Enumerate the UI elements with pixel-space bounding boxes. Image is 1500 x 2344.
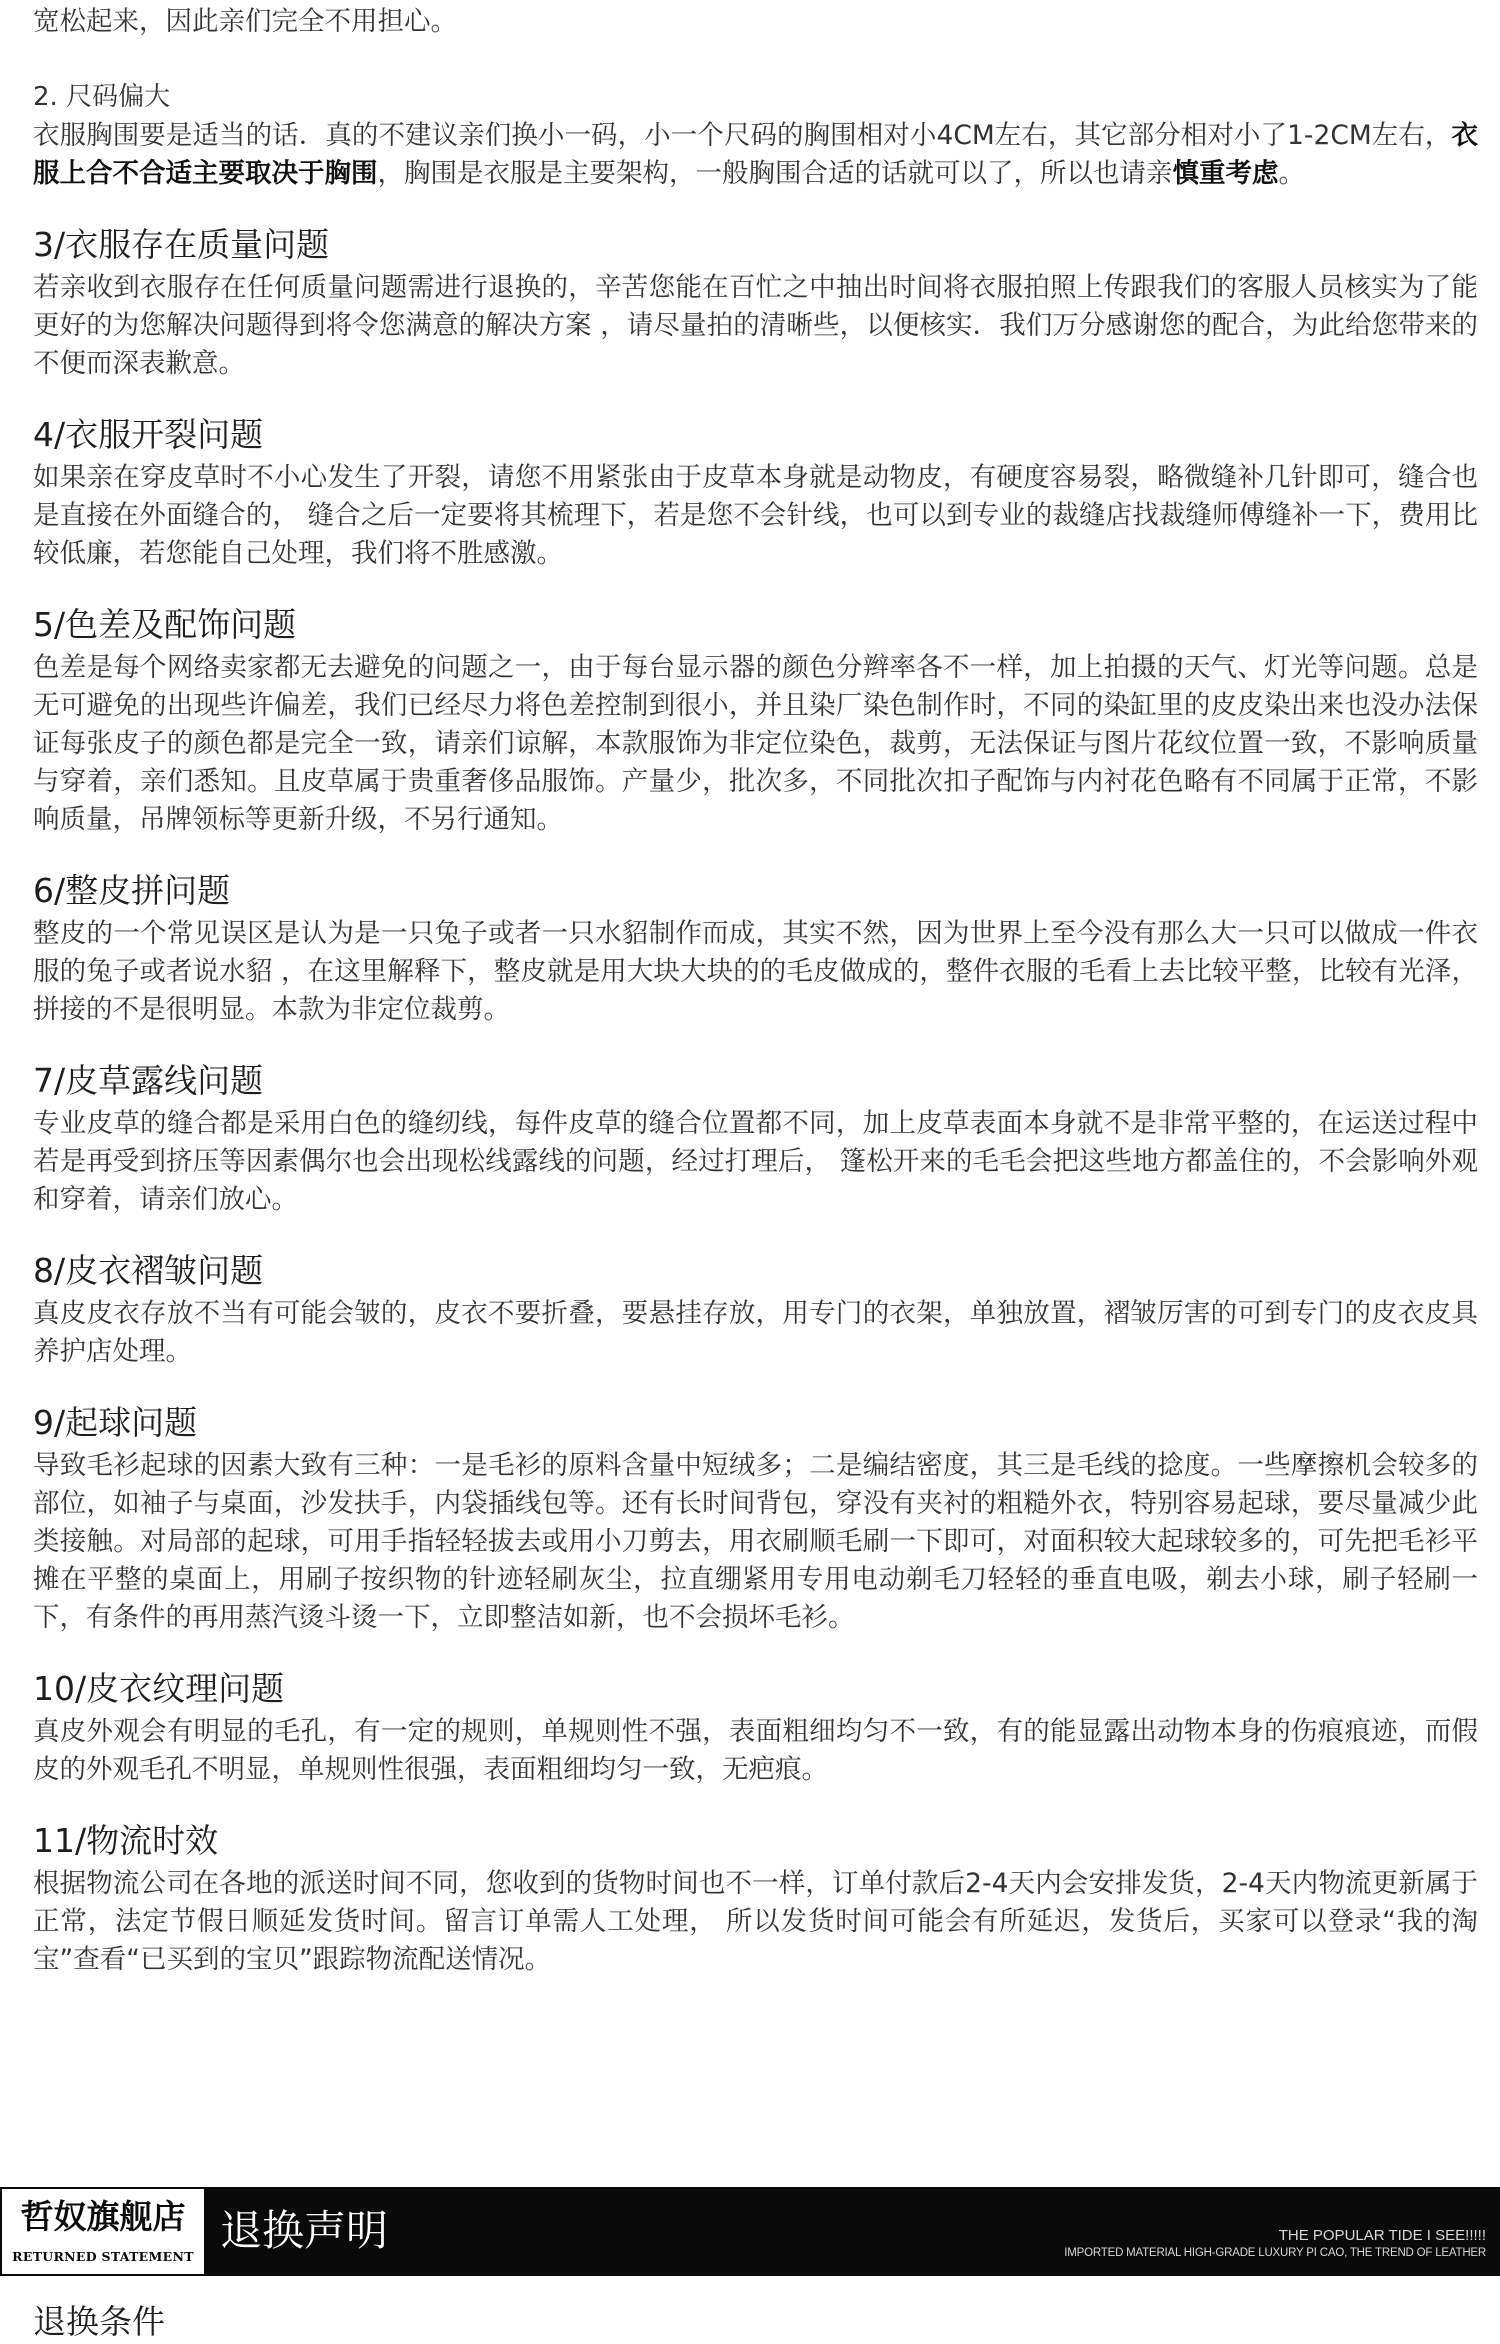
section-title-wrinkle: 8/皮衣褶皱问题: [33, 1251, 264, 1290]
content-area: [33, 0, 1478, 2009]
section-text-color: 色差是每个网络卖家都无去避免的问题之一，由于每台显示器的颜色分辫率各不一样，加上拍摄的天气、灯光等问题。总是无可避免的出现些许偏差，我们已经尽力将色差控制到很小，并且染厂染色制作时，不同的染缸里的皮皮染出来也没办法保证每张皮子的颜色都是完全一致，请亲们谅解，本款服饰为非定位染色，裁剪，无法保证与图片花纹位置一致，不影响质量与穿着，亲们悉知。且皮草属于贵重奢侈品服饰。产量少，批次多，不同批次扣子配饰与内衬花色略有不同属于正常，不影响质量，吊牌领标等更新升级，不另行通知。: [33, 652, 1478, 835]
wholeskin-section: [33, 869, 1478, 1029]
shop-logo: [0, 2187, 206, 2276]
section-title-tear: 4/衣服开裂问题: [33, 415, 264, 454]
banner-slogan-line2: IMPORTED MATERIAL HIGH-GRADE LUXURY PI CAO, THE TREND OF LEATHER: [1064, 2247, 1486, 2259]
section-text-pilling: 导致毛衫起球的因素大致有三种：一是毛衫的原料含量中短绒多；二是编结密度，其三是毛线的捻度。一些摩擦机会较多的部位，如袖子与桌面，沙发扶手，内袋插线包等。还有长时间背包，穿没有夹衬的粗糙外衣，特别容易起球，要尽量减少此类接触。对局部的起球，可用手指轻轻拔去或用小刀剪去，用衣刷顺毛刷一下即可，对面积较大起球较多的，可先把毛衫平摊在平整的桌面上，用刷子按织物的针迹轻刷灰尘，拉直绷紧用专用电动剃毛刀轻轻的垂直电吸，剃去小球，刷子轻刷一下，有条件的再用蒸汽烫斗烫一下，立即整洁如新，也不会损坏毛衫。: [33, 1450, 1478, 1633]
section-text-quality: 若亲收到衣服存在任何质量问题需进行退换的，辛苦您能在百忙之中抽出时间将衣服拍照上传跟我们的客服人员核实为了能更好的为您解决问题得到将令您满意的解决方案 ，请尽量拍的清晰些，以便核实．我们万分感谢您的配合，为此给您带来的不便而深表歉意。: [33, 272, 1478, 379]
section-title-quality: 3/衣服存在质量问题: [33, 225, 330, 264]
next-section-heading: 退换条件: [33, 2302, 165, 2341]
returns-banner: [0, 2187, 1500, 2276]
section-text-logistics: 根据物流公司在各地的派送时间不同，您收到的货物时间也不一样，订单付款后2-4天内会安排发货，2-4天内物流更新属于正常，法定节假日顺延发货时间。留言订单需人工处理， 所以发货时间可能会有所延迟，发货后，买家可以登录“我的淘宝”查看“已买到的宝贝”跟踪物流配送情况。: [33, 1868, 1478, 1975]
section-title-pilling: 9/起球问题: [33, 1403, 198, 1442]
quality-section: [33, 223, 1478, 383]
section-text-wrinkle: 真皮皮衣存放不当有可能会皱的，皮衣不要折叠，要悬挂存放，用专门的衣架，单独放置，褶皱厉害的可到专门的皮衣皮具养护店处理。: [33, 1298, 1478, 1367]
size-emphasis-careful: 慎重考虑: [1172, 158, 1279, 189]
pilling-section: [33, 1401, 1478, 1637]
thread-section: [33, 1059, 1478, 1219]
section-title-wholeskin: 6/整皮拼问题: [33, 871, 231, 910]
size-section-text: 衣服胸围要是适当的话．真的不建议亲们换小一码，小一个尺码的胸围相对小4CM左右，其它部分相对小了1-2CM左右，衣服上合不合适主要取决于胸围，胸围是衣服是主要架构，一般胸围合适的话就可以了，所以也请亲慎重考虑。: [33, 120, 1478, 189]
section-text-wholeskin: 整皮的一个常见误区是认为是一只兔子或者一只水貂制作而成，其实不然，因为世界上至今没有那么大一只可以做成一件衣服的兔子或者说水貂 ，在这里解释下，整皮就是用大块大块的的毛皮做成的，整件衣服的毛看上去比较平整，比较有光泽，拼接的不是很明显。本款为非定位裁剪。: [33, 918, 1478, 1025]
tear-section: [33, 413, 1478, 573]
shop-logo-subtitle: RETURNED STATEMENT: [12, 2249, 194, 2264]
section-title-texture: 10/皮衣纹理问题: [33, 1669, 285, 1708]
section-title-logistics: 11/物流时效: [33, 1821, 219, 1860]
banner-slogan-line1: THE POPULAR TIDE I SEE!!!!!: [1278, 2227, 1486, 2244]
color-section: [33, 603, 1478, 839]
size-emphasis-chest: 衣服上合不合适主要取决于胸围: [33, 120, 1478, 189]
banner-title: 退换声明: [220, 2206, 389, 2255]
top-fragment-text: 宽松起来，因此亲们完全不用担心。: [33, 6, 457, 37]
banner-slogan: [1064, 2227, 1486, 2261]
wrinkle-section: [33, 1249, 1478, 1371]
size-section-title: 2. 尺码偏大: [33, 82, 171, 112]
section-text-tear: 如果亲在穿皮草时不小心发生了开裂，请您不用紧张由于皮草本身就是动物皮，有硬度容易裂，略微缝补几针即可，缝合也是直接在外面缝合的， 缝合之后一定要将其梳理下，若是您不会针线，也可以到专业的裁缝店找裁缝师傅缝补一下，费用比较低廉，若您能自己处理，我们将不胜感激。: [33, 462, 1478, 569]
section-text-texture: 真皮外观会有明显的毛孔，有一定的规则，单规则性不强，表面粗细均匀不一致，有的能显露出动物本身的伤痕痕迹，而假皮的外观毛孔不明显，单规则性很强，表面粗细均匀一致，无疤痕。: [33, 1716, 1478, 1785]
section-text-thread: 专业皮草的缝合都是采用白色的缝纫线，每件皮草的缝合位置都不同，加上皮草表面本身就不是非常平整的，在运送过程中若是再受到挤压等因素偶尔也会出现松线露线的问题，经过打理后， 篷松开来的毛毛会把这些地方都盖住的，不会影响外观和穿着，请亲们放心。: [33, 1108, 1478, 1215]
texture-section: [33, 1667, 1478, 1789]
section-title-thread: 7/皮草露线问题: [33, 1061, 264, 1100]
section-title-color: 5/色差及配饰问题: [33, 605, 297, 644]
size-section: [33, 79, 1478, 193]
shop-name: 哲奴旗舰店: [20, 2197, 186, 2236]
logistics-section: [33, 1819, 1478, 1979]
